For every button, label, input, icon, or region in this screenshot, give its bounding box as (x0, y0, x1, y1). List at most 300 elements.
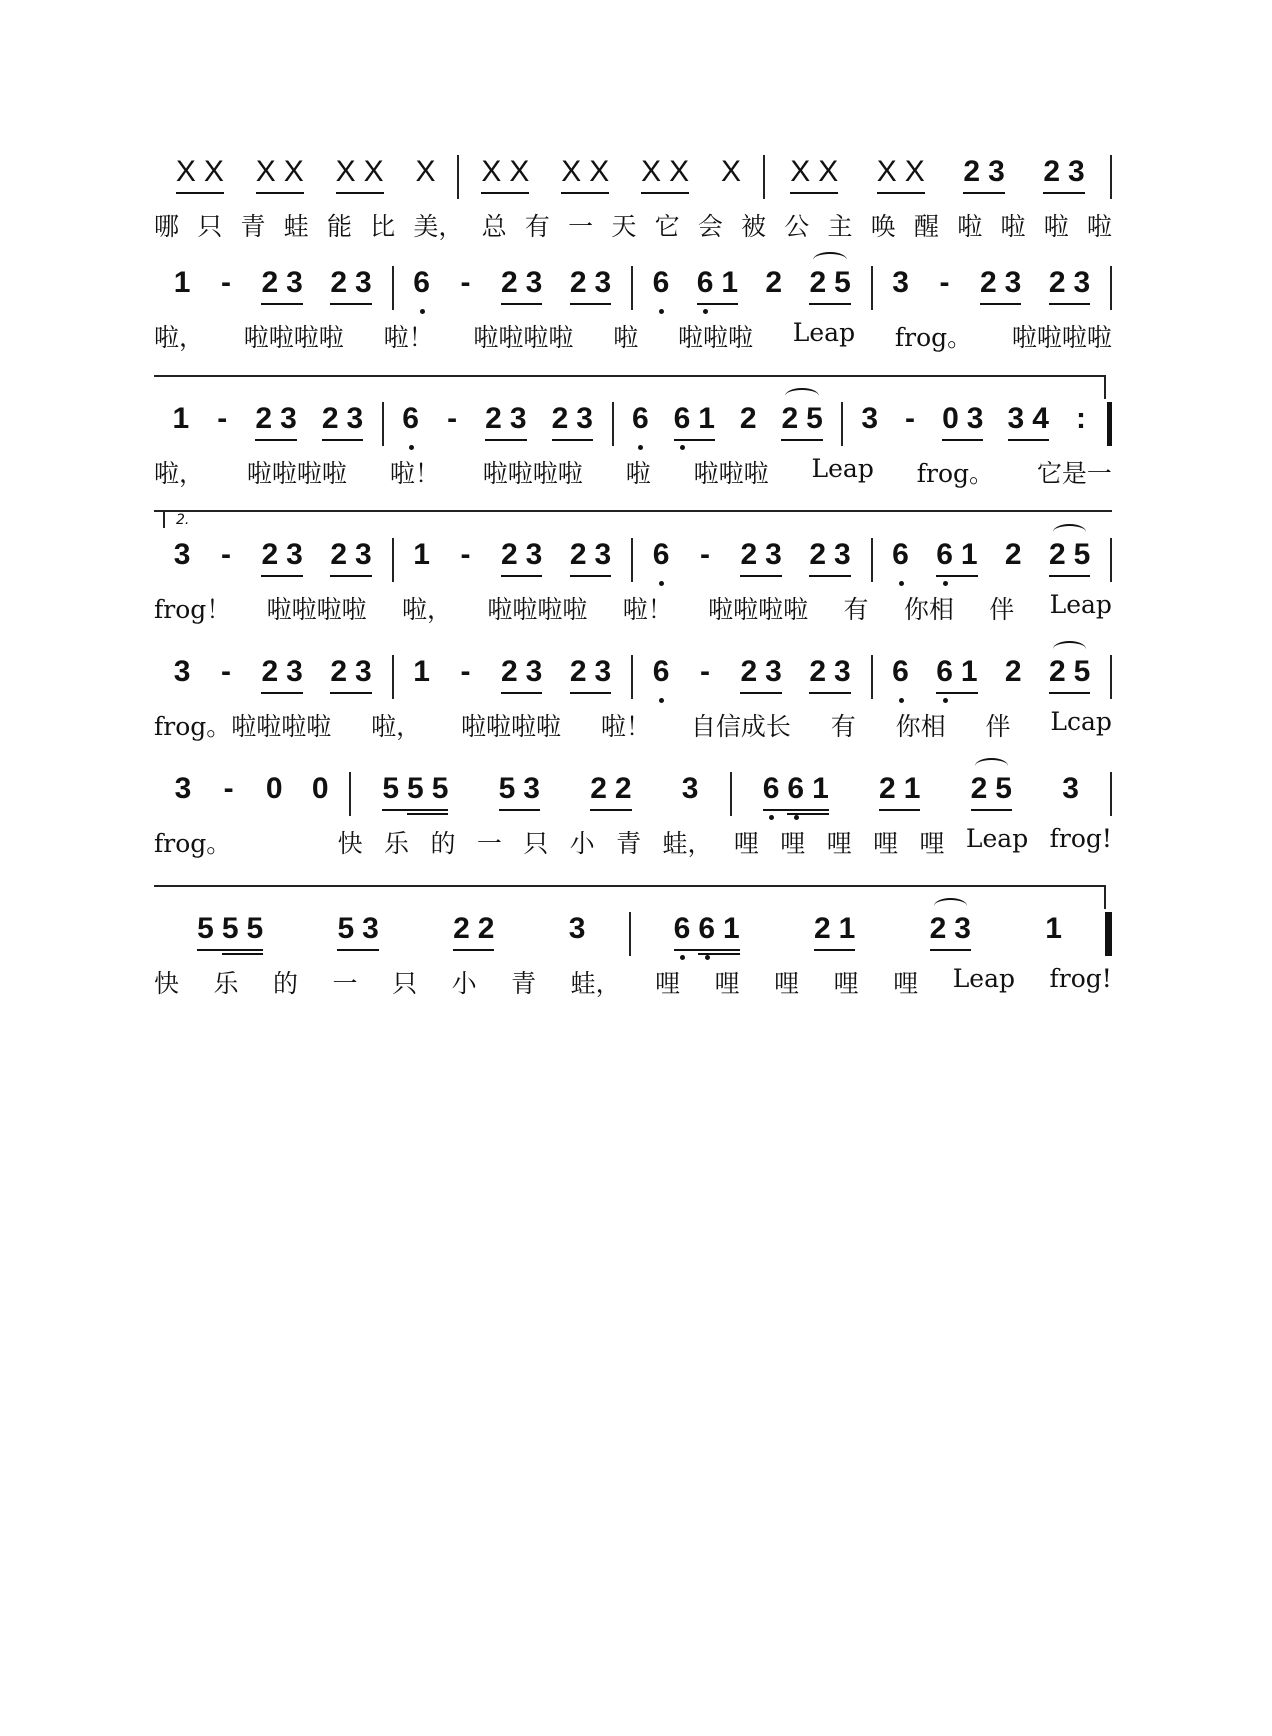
measure (873, 655, 1113, 699)
note: 1 (1045, 912, 1062, 945)
low-octave-dot (659, 581, 664, 586)
lyric: 快 (337, 829, 363, 858)
note-group (697, 538, 713, 575)
final-bracket (154, 885, 1106, 887)
note-group (942, 402, 983, 441)
note-group (413, 538, 430, 575)
note: 6 (892, 538, 909, 572)
note: 2 (929, 912, 947, 945)
note-group (590, 772, 631, 811)
note: 2 (485, 402, 502, 435)
note: 3 (594, 538, 612, 571)
note: 1 (413, 538, 430, 571)
note: 1 (698, 402, 715, 435)
note: 3 (576, 402, 593, 435)
measure (873, 266, 1113, 310)
measure (394, 538, 634, 582)
double-underline-group (787, 772, 828, 806)
lyrics-line (154, 207, 1112, 243)
lyric: 啦 (625, 459, 651, 488)
note-group (175, 772, 192, 809)
note-group (809, 266, 850, 305)
note-group (218, 266, 234, 303)
lyric: 有 (843, 595, 869, 624)
note: 6 (653, 655, 670, 689)
note: 5 (431, 772, 449, 805)
note: X (720, 155, 741, 188)
note-group (457, 655, 473, 692)
note-group (682, 772, 699, 809)
note: 2 (970, 772, 988, 805)
note: 3 (1073, 266, 1091, 299)
measure (351, 772, 731, 816)
note-group (740, 655, 781, 694)
score-row (154, 772, 1112, 860)
note-group (173, 402, 190, 439)
lyrics-line (154, 590, 1112, 626)
low-octave-dot (943, 698, 948, 703)
lyric: Leap (811, 454, 874, 483)
note: 5 (197, 912, 214, 945)
note-group (1005, 538, 1022, 575)
lyric: 哩 (714, 969, 740, 998)
note: 5 (498, 772, 516, 805)
note-group (485, 402, 526, 441)
lyric: Leap (952, 964, 1016, 993)
note: 3 (525, 538, 543, 571)
note: 3 (286, 266, 303, 299)
note: 2 (477, 912, 495, 945)
dash-mark: - (220, 266, 231, 299)
note-group (781, 402, 822, 441)
low-octave-dot (769, 815, 774, 820)
note: 6 (653, 266, 670, 300)
lyric: 伴 (989, 595, 1015, 624)
dash-mark: - (460, 538, 471, 571)
note-group (1049, 266, 1090, 305)
notes-line (154, 155, 1112, 201)
lyrics-line (154, 707, 1112, 743)
note: 3 (280, 402, 297, 435)
note-group (255, 402, 296, 441)
final-bracket-end (1104, 885, 1106, 909)
note-group (322, 402, 363, 441)
dash-mark: - (939, 266, 950, 299)
note-group (552, 402, 593, 441)
note: 1 (812, 772, 829, 805)
note-group (936, 266, 952, 303)
lyric: 的 (273, 969, 299, 998)
note: 3 (173, 655, 191, 688)
note-group (569, 912, 586, 949)
note-group (892, 655, 909, 692)
note: 3 (1007, 402, 1025, 435)
low-octave-dot (659, 698, 664, 703)
score-row (154, 155, 1112, 243)
note-group (653, 655, 670, 692)
measure (614, 402, 844, 446)
dash-mark: - (217, 402, 228, 435)
note-group (415, 155, 435, 192)
note-group (261, 538, 302, 577)
note: 3 (681, 772, 699, 805)
note-group (457, 266, 473, 303)
measure (394, 655, 634, 699)
note: 1 (960, 538, 978, 571)
lyric: 小 (451, 969, 477, 998)
note: X (283, 155, 304, 188)
note: 5 (806, 402, 823, 435)
note-group (902, 402, 918, 439)
note: 3 (286, 538, 303, 571)
lyric: 你相 (895, 712, 946, 741)
note-group (1062, 772, 1079, 809)
lyric: frog。 (894, 323, 973, 352)
note-group (721, 155, 741, 192)
note: 3 (286, 655, 303, 688)
note: 2 (809, 266, 827, 299)
low-octave-dot (420, 309, 425, 314)
note: 0 (942, 402, 959, 435)
note-group (641, 155, 689, 194)
lyric: 啦！ (600, 712, 651, 741)
note-group (930, 912, 971, 951)
measure (633, 266, 873, 310)
note: 2 (1004, 538, 1022, 571)
note: 3 (525, 266, 543, 299)
low-octave-dot (409, 445, 414, 450)
low-octave-dot (899, 581, 904, 586)
notes-line (154, 655, 1112, 701)
note: 2 (261, 655, 279, 688)
note-group (256, 155, 304, 194)
lyric: 啦， (402, 595, 453, 624)
note: 4 (1032, 402, 1049, 435)
lyric: 哩 (774, 969, 800, 998)
lyric: 能 (326, 212, 352, 241)
lyric: 乐 (213, 969, 239, 998)
note-group (892, 538, 909, 575)
note: 6 (698, 912, 715, 946)
lyric: frog。啦啦啦啦 (154, 712, 332, 741)
tie-arc (785, 388, 818, 404)
note: 5 (382, 772, 399, 805)
measure (873, 538, 1113, 582)
note-group (1005, 655, 1022, 692)
note: 0 (265, 772, 283, 805)
score-row (154, 538, 1112, 626)
note-group (501, 655, 542, 694)
note-group (879, 772, 920, 811)
low-octave-dot (943, 581, 948, 586)
note: 2 (330, 266, 348, 299)
note: 1 (413, 655, 430, 688)
note: X (203, 155, 224, 188)
tie-arc (1053, 524, 1086, 540)
lyric: 哩 (826, 829, 852, 858)
note: 3 (834, 538, 851, 571)
note: 2 (1048, 655, 1066, 688)
lyric: 比 (370, 212, 396, 241)
note: X (641, 155, 662, 188)
note: 3 (954, 912, 971, 945)
lyric: frog！ (154, 595, 232, 624)
notes-line (154, 538, 1112, 584)
volta-second-bracket (154, 510, 1112, 512)
note: 3 (346, 402, 364, 435)
note: 6 (763, 772, 780, 806)
note: 2 (1048, 266, 1066, 299)
note: X (589, 155, 610, 188)
note-group (1049, 538, 1090, 577)
note: 2 (590, 772, 607, 805)
note: 2 (739, 402, 757, 435)
lyric: 唤 (870, 212, 896, 241)
note-group (402, 402, 419, 439)
score-row (154, 912, 1112, 1000)
note-group (877, 155, 925, 194)
note-group (413, 655, 430, 692)
lyric: 醒 (913, 212, 939, 241)
note: 2 (551, 402, 569, 435)
measure (154, 912, 631, 956)
measure (843, 402, 1112, 446)
lyric: Leap (792, 318, 856, 347)
score-row (154, 402, 1112, 490)
lyric: 青 (240, 212, 266, 241)
lyrics-line (154, 964, 1112, 1000)
note: 3 (594, 655, 612, 688)
note: 2 (321, 402, 339, 435)
volta-second-bracket-start (163, 510, 165, 528)
lyric: frog! (1049, 824, 1112, 853)
note: 2 (809, 655, 827, 688)
dash-mark: - (699, 538, 710, 571)
note: 3 (988, 155, 1005, 188)
note-group (444, 402, 460, 439)
note-group (697, 655, 713, 692)
note-group (221, 772, 237, 809)
lyric: 被 (741, 212, 767, 241)
low-octave-dot (680, 445, 685, 450)
note: 1 (173, 266, 191, 299)
lyric: 啦， (371, 712, 422, 741)
double-underline-group (698, 912, 739, 946)
note: 3 (173, 538, 191, 571)
lyrics-line (154, 454, 1112, 490)
note-group (382, 772, 448, 811)
low-octave-dot (680, 955, 685, 960)
lyric: 主 (827, 212, 853, 241)
notes-line (154, 772, 1112, 818)
volta-second-label: 2. (176, 512, 190, 528)
note: 2 (765, 266, 783, 299)
lyric: 有 (830, 712, 856, 741)
lyric: 啦 (957, 212, 983, 241)
note: 2 (1043, 155, 1060, 188)
note: 3 (355, 266, 372, 299)
note: 3 (1068, 155, 1085, 188)
lyric: 哩 (873, 829, 899, 858)
dash-mark: - (220, 538, 231, 571)
lyric: 啦啦啦啦 (243, 323, 344, 352)
lyric: frog。 (916, 459, 995, 488)
lyric: 啦 (1043, 212, 1069, 241)
lyric: 啦 (1086, 212, 1112, 241)
note: 2 (261, 266, 279, 299)
lyric: 只 (392, 969, 418, 998)
note-group (1008, 402, 1049, 441)
note: X (481, 155, 502, 188)
note-group (218, 655, 234, 692)
lyric: 青 (616, 829, 642, 858)
note-group (814, 912, 855, 951)
lyric: 一 (568, 212, 594, 241)
double-underline-group (222, 912, 263, 946)
note: 0 (311, 772, 329, 805)
note-group (809, 655, 850, 694)
lyric: 啦！ (389, 459, 440, 488)
lyric: 一 (476, 829, 502, 858)
note: 1 (721, 266, 739, 299)
note: X (415, 155, 436, 188)
note: 6 (787, 772, 804, 806)
note: 5 (337, 912, 355, 945)
lyric: 啦， (154, 323, 205, 352)
note-group (765, 266, 782, 303)
lyric: 公 (784, 212, 810, 241)
note-group (570, 266, 611, 305)
note: 2 (330, 538, 348, 571)
lyric: 啦啦啦啦 (482, 459, 583, 488)
lyric: 总 (481, 212, 507, 241)
note: 2 (500, 266, 518, 299)
note: 2 (261, 538, 279, 571)
lyric: 啦！ (383, 323, 434, 352)
measure (154, 402, 384, 446)
lyric: Lcap (1050, 707, 1112, 736)
lyric: 蛙， (662, 829, 713, 858)
note-group (1045, 912, 1062, 949)
note-group (763, 772, 829, 811)
low-octave-dot (638, 445, 643, 450)
dash-mark: - (460, 655, 471, 688)
lyric: 哩 (833, 969, 859, 998)
note: 6 (632, 402, 649, 436)
note-group (674, 402, 715, 441)
note: 2 (781, 402, 799, 435)
note-group (453, 912, 494, 951)
note-group (214, 402, 230, 439)
note: X (509, 155, 530, 188)
note: 3 (834, 655, 851, 688)
note-group (174, 538, 191, 575)
note-group (261, 655, 302, 694)
note-group (561, 155, 609, 194)
lyric: 啦 (1000, 212, 1026, 241)
note-group (809, 538, 850, 577)
note: 3 (594, 266, 612, 299)
dash-mark: - (699, 655, 710, 688)
tie-arc (813, 252, 846, 268)
lyric: 啦！ (622, 595, 673, 624)
note-group (218, 538, 234, 575)
note: 1 (838, 912, 856, 945)
note-group (501, 538, 542, 577)
note: 2 (569, 538, 587, 571)
note-group (174, 266, 191, 303)
lyric: 哩 (655, 969, 681, 998)
note-group (697, 266, 738, 305)
measure (154, 772, 351, 816)
note-group (312, 772, 329, 809)
low-octave-dot (659, 309, 664, 314)
measure (459, 155, 764, 199)
tie-arc (934, 898, 967, 914)
score-row (154, 266, 1112, 354)
note-group (1043, 155, 1084, 194)
note: X (363, 155, 384, 188)
dash-mark: - (223, 772, 234, 805)
note: 5 (246, 912, 264, 945)
note: 1 (960, 655, 978, 688)
note: 2 (614, 772, 632, 805)
dash-mark: - (447, 402, 458, 435)
note-group (413, 266, 430, 303)
note-group (457, 538, 473, 575)
volta-first-bracket-end (1104, 375, 1106, 399)
note: 2 (879, 772, 896, 805)
note-group (740, 538, 781, 577)
note-group (674, 912, 740, 951)
note: 6 (936, 655, 953, 689)
note: 6 (413, 266, 430, 300)
lyric: 啦啦啦啦 (246, 459, 347, 488)
note: 2 (330, 655, 348, 688)
note: 2 (453, 912, 470, 945)
note-group (790, 155, 838, 194)
lyric: 会 (697, 212, 723, 241)
note: 5 (221, 912, 239, 945)
lyric: 哩 (893, 969, 919, 998)
note: 5 (834, 266, 851, 299)
note: 3 (765, 538, 782, 571)
note: X (818, 155, 839, 188)
lyric: 你相 (903, 595, 954, 624)
note-group (740, 402, 757, 439)
lyric: 啦啦啦 (677, 323, 753, 352)
lyric: 蛙 (283, 212, 309, 241)
note: 5 (407, 772, 424, 805)
note: 2 (569, 266, 587, 299)
note-group (1073, 402, 1089, 439)
lyric: 天 (611, 212, 637, 241)
notes-line (154, 402, 1112, 448)
lyric: frog! (1049, 964, 1112, 993)
note-group (861, 402, 878, 439)
note: 1 (903, 772, 921, 805)
note: 5 (995, 772, 1012, 805)
note-group (481, 155, 529, 194)
measure (633, 655, 873, 699)
note: 3 (765, 655, 782, 688)
lyric: 有 (524, 212, 550, 241)
lyric: 哪 (154, 212, 180, 241)
lyric: 啦啦啦啦 (473, 323, 574, 352)
low-octave-dot (705, 955, 710, 960)
lyric: 小 (569, 829, 595, 858)
note-group (971, 772, 1012, 811)
